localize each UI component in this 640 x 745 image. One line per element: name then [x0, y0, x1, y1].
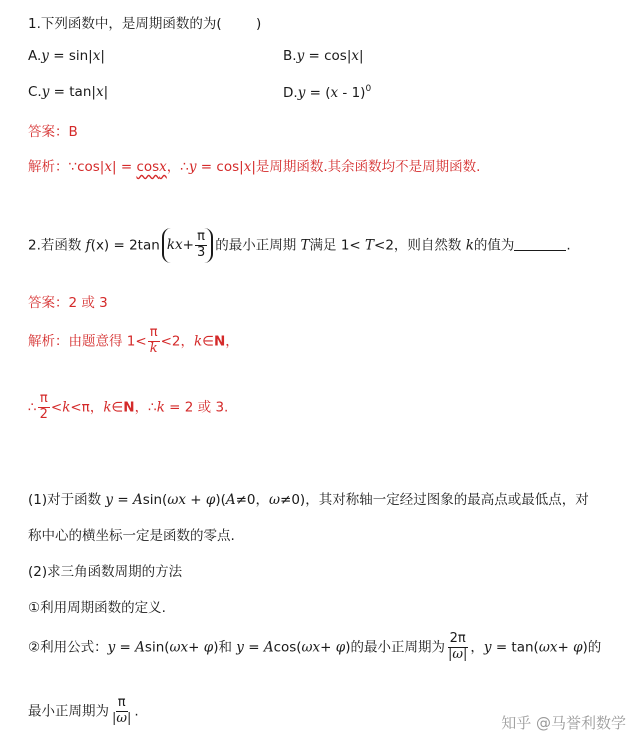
q1-option-d: D.y = (x - 1)$^0$ [283, 84, 372, 101]
tan-argument: k x + $\frac{\pi}{3}$ [162, 228, 213, 263]
two-pi-over-abs-omega: $\frac{2\pi}{|\omega|}$ [448, 631, 468, 662]
q2-stem: 2.若函数 f(x) = 2tan k x + $\frac{\pi}{3}$ 的最小正周期 T满足 1< T<2，则自然数 k的值为 . [28, 228, 571, 263]
q1-stem: 1.下列函数中，是周期函数的为( ) [28, 16, 262, 32]
pi-over-abs-omega: $\frac{\pi}{|\omega|}$ [112, 695, 132, 726]
note-4: ②利用公式：y = Asin(ωx+ φ)和 y = Acos(ωx+ φ)的最小正周期为 $\frac{2\pi}{|\omega|}$ ，y = tan(ωx+ φ)的 [28, 631, 602, 662]
answer-blank [514, 250, 566, 251]
note-2: (2)求三角函数周期的方法 [28, 564, 183, 580]
pi-over-3: $\frac{\pi}{3}$ [196, 229, 206, 260]
q2-analysis-1: 解析：由题意得 1< $\frac{\pi}{k}$ <2，k∈N， [28, 325, 239, 356]
note-5: 最小正周期为 $\frac{\pi}{|\omega|}$ . [28, 695, 139, 726]
q2-analysis-2: ∴ $\frac{\pi}{2}$ <k<π，k∈N，∴k = 2 或 3. [28, 391, 229, 422]
q1-option-a: A.y = sin|x| [28, 48, 105, 64]
q1-option-b: B.y = cos|x| [283, 48, 364, 64]
q1-analysis: 解析：∵cos|x| = cosx，∴y = cos|x|是周期函数.其余函数均不是周期函数. [28, 159, 481, 175]
note-1-line-1: (1)对于函数 y = Asin(ωx + φ)(A≠0，ω≠0)，其对称轴一定经过图象的最高点或最低点，对 [28, 492, 589, 508]
q1-answer: 答案：B [28, 124, 78, 140]
q2-answer: 答案：2 或 3 [28, 295, 108, 311]
watermark: 知乎 @马誉利数学 [501, 714, 626, 732]
note-3: ①利用周期函数的定义. [28, 600, 166, 616]
note-1-line-2: 称中心的横坐标一定是函数的零点. [28, 528, 235, 544]
q1-option-c: C.y = tan|x| [28, 84, 109, 100]
